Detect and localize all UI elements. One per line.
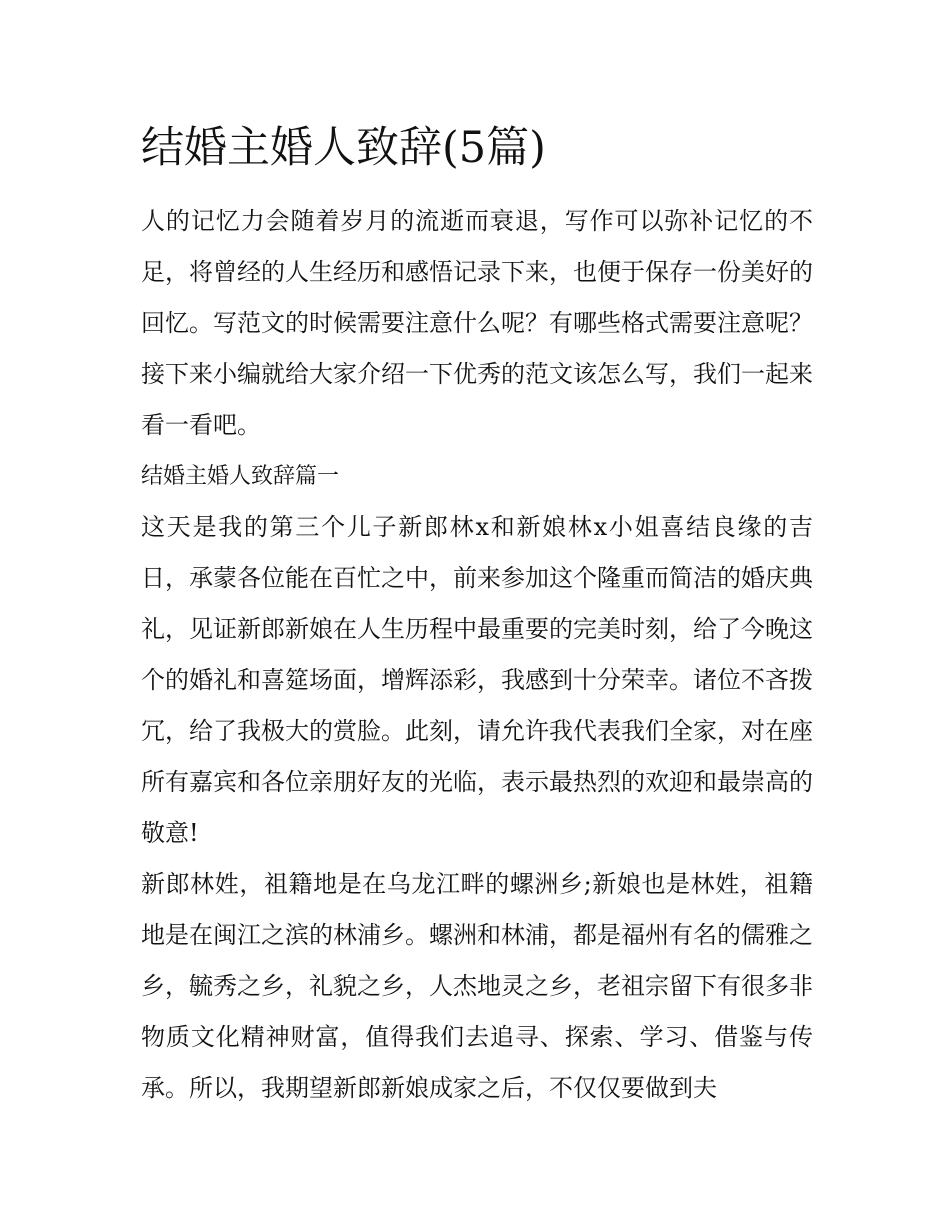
body-paragraph-2: 新郎林姓，祖籍地是在乌龙江畔的螺洲乡;新娘也是林姓，祖籍地是在闽江之滨的林浦乡。螺洲和林浦，都是福州有名的儒雅之乡，毓秀之乡，礼貌之乡，人杰地灵之乡，老祖宗留下有很多非物质文化精神财富，值得我们去追寻、探索、学习、借鉴与传承。所以，我期望新郎新娘成家之后，不仅仅要做到夫 <box>141 870 813 1102</box>
section-heading: 结婚主婚人致辞篇一 <box>141 464 340 489</box>
document-page <box>141 108 813 1114</box>
document-title: 结婚主婚人致辞(5篇) <box>141 123 546 173</box>
intro-paragraph: 人的记忆力会随着岁月的流逝而衰退，写作可以弥补记忆的不足，将曾经的人生经历和感悟记录下来，也便于保存一份美好的回忆。写范文的时候需要注意什么呢？有哪些格式需要注意呢？接下来小编就给大家介绍一下优秀的范文该怎么写，我们一起来看一看吧。 <box>141 207 813 439</box>
body-paragraph-1: 这天是我的第三个儿子新郎林x和新娘林x小姐喜结良缘的吉日，承蒙各位能在百忙之中，前来参加这个隆重而简洁的婚庆典礼，见证新郎新娘在人生历程中最重要的完美时刻，给了今晚这个的婚礼和喜筵场面，增辉添彩，我感到十分荣幸。诸位不吝拨冗，给了我极大的赏脸。此刻，请允许我代表我们全家，对在座所有嘉宾和各位亲朋好友的光临，表示最热烈的欢迎和最崇高的敬意! <box>141 513 813 847</box>
